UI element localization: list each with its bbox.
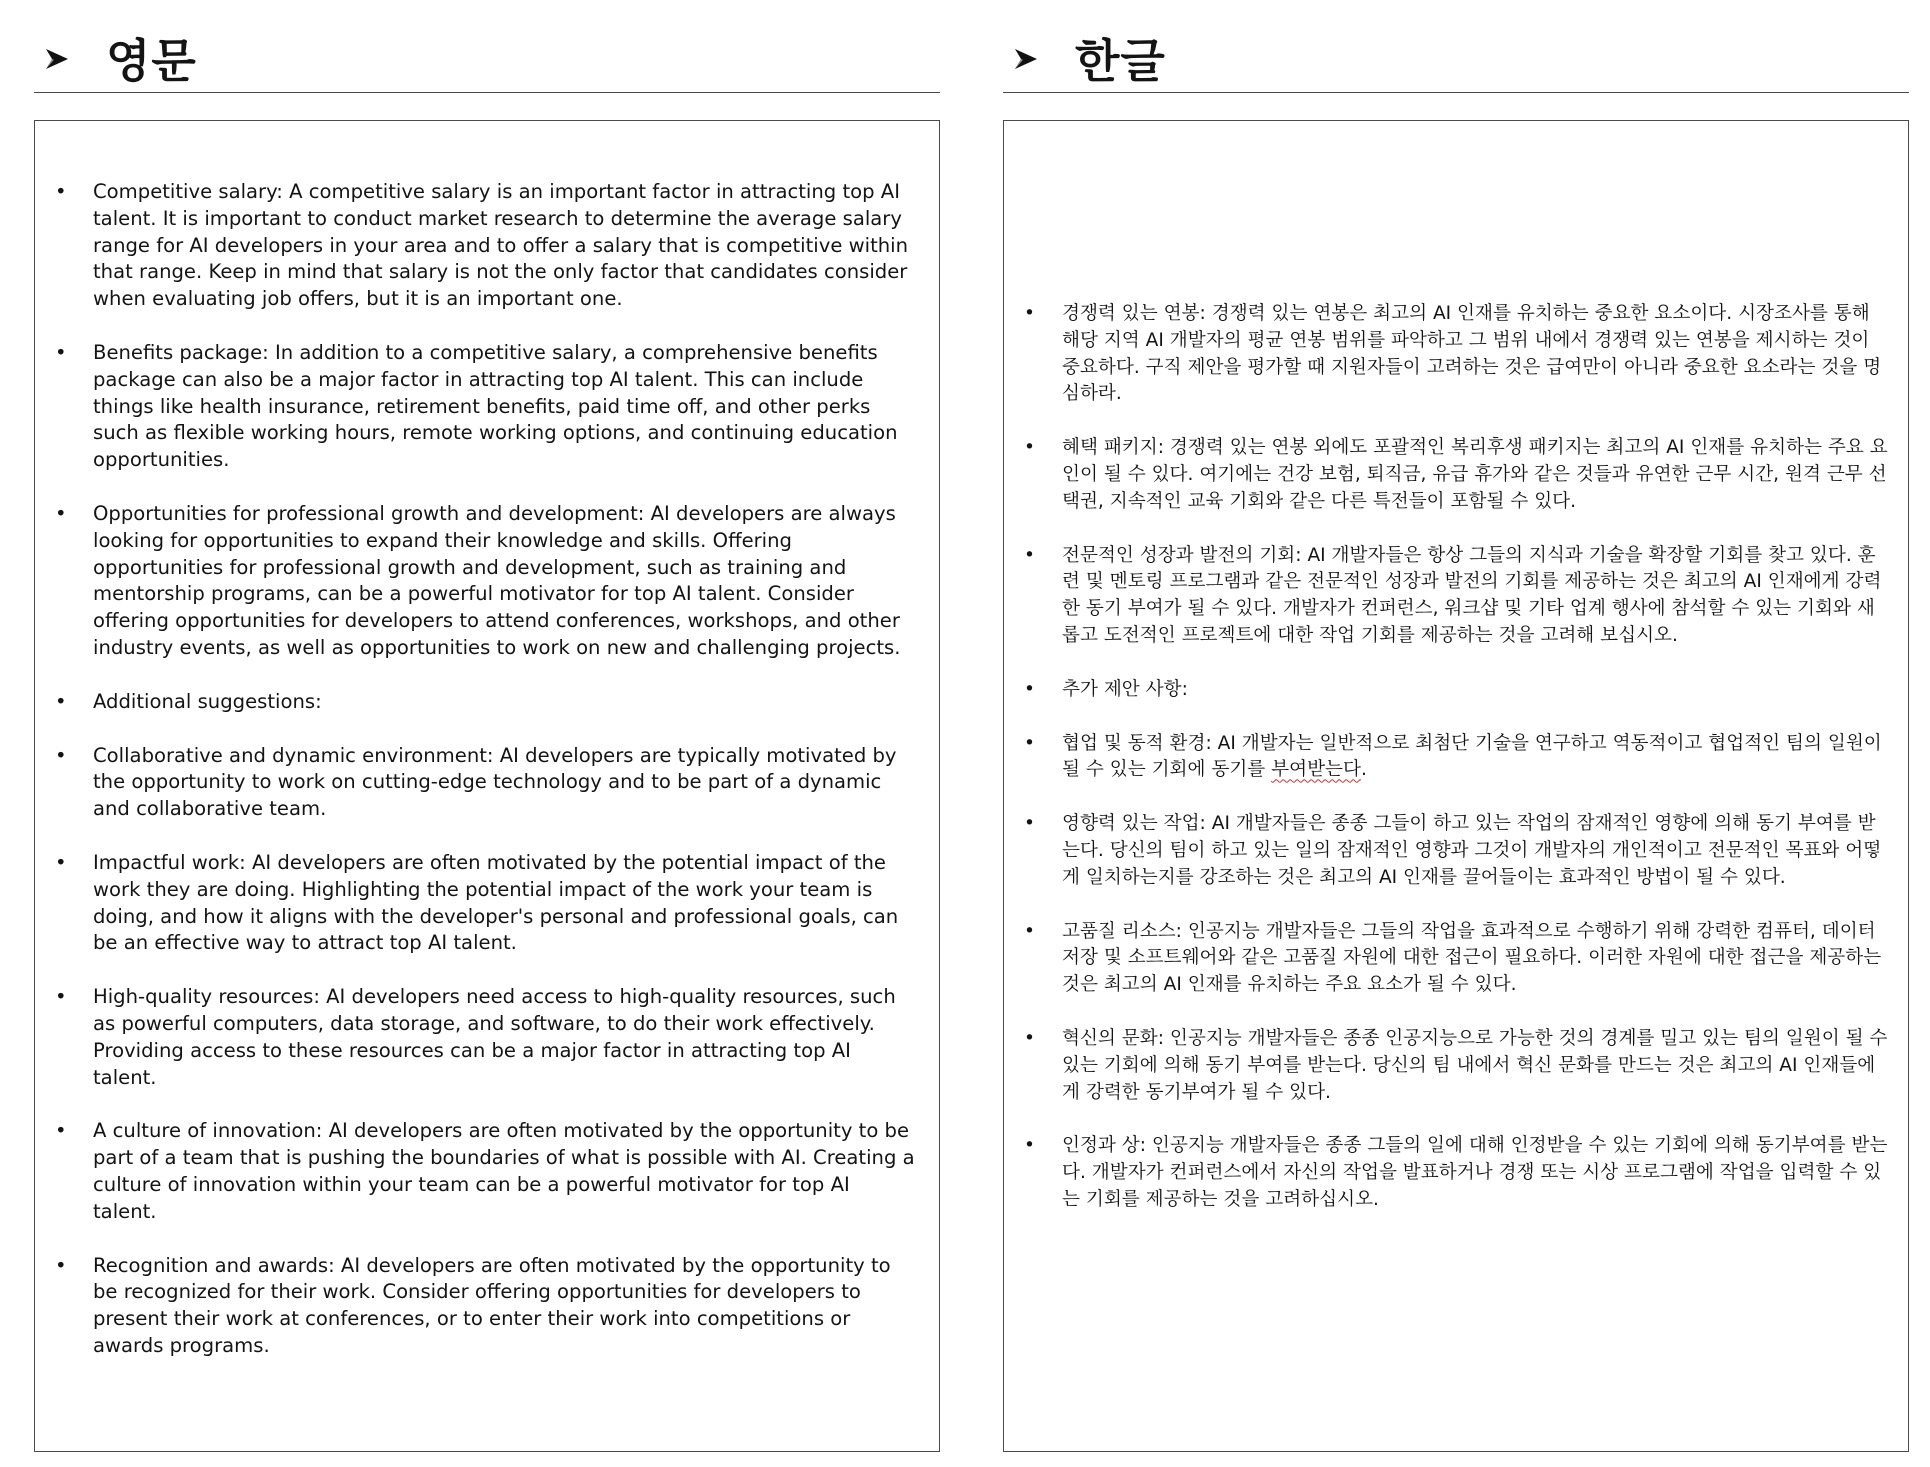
header-english <box>34 32 940 93</box>
bullet-marker: • <box>55 850 67 874</box>
bullet-marker: • <box>55 340 67 364</box>
bullet-marker: • <box>1024 544 1035 566</box>
list-item <box>55 1253 919 1360</box>
bullet-text: 영향력 있는 작업: AI 개발자들은 종종 그들이 하고 있는 작업의 잠재적인 영향에 의해 동기 부여를 받는다. 당신의 팀이 하고 있는 일의 잠재적인 영향과 그것이 개발자의 개인적이고 전문적인 목표와 어떻게 일치하는지를 강조하는 것은 최고의 AI 인재를 끌어들이는 효과적인 방법이 될 수 있다. <box>1062 813 1882 888</box>
list-item <box>55 340 919 474</box>
list-item <box>1024 435 1888 515</box>
english-bullet-list <box>55 179 919 1387</box>
list-item <box>1024 301 1888 408</box>
bullet-marker: • <box>1024 437 1035 459</box>
list-item <box>1024 731 1888 785</box>
bullet-marker: • <box>1024 303 1035 324</box>
bullet-text: Collaborative and dynamic environment: AI developers are typically motivated by the opportunity to work on cutting-edge technology and to be part of a dynamic and collaborative team. <box>93 743 897 821</box>
bullet-marker: • <box>1024 1027 1035 1049</box>
list-item <box>55 179 919 313</box>
bullet-text: 협업 및 동적 환경: AI 개발자는 일반적으로 최첨단 기술을 연구하고 역동적이고 협업적인 팀의 일원이 될 수 있는 기회에 동기를 부여받는다. <box>1062 732 1882 781</box>
bullet-text: 추가 제안 사항: <box>1062 678 1188 700</box>
arrow-bullet-icon <box>1013 46 1039 72</box>
list-item <box>1024 811 1888 891</box>
korean-bullet-list <box>1024 301 1888 1241</box>
bullet-marker: • <box>55 743 67 767</box>
header-korean <box>1003 32 1909 93</box>
korean-panel <box>1003 120 1909 1452</box>
header-title-korean: 한글 <box>1075 34 1166 88</box>
bullet-text: Opportunities for professional growth and development: AI developers are always looking for opportunities to expand their knowledge and skills. Offering opportunities for professional growth and development, such as training and mentorship programs, can be a powerful motivator for top AI talent. Consider offering opportunities for developers to attend conferences, workshops, and other industry events, as well as opportunities to work on new and challenging projects. <box>93 501 901 659</box>
bullet-marker: • <box>55 1119 67 1143</box>
bullet-text: 혁신의 문화: 인공지능 개발자들은 종종 인공지능으로 가능한 것의 경계를 밀고 있는 팀의 일원이 될 수 있는 기회에 의해 동기 부여를 받는다. 당신의 팀 내에서 혁신 문화를 만드는 것은 최고의 AI 인재들에게 강력한 동기부여가 될 수 있다. <box>1062 1027 1888 1103</box>
bullet-marker: • <box>1024 732 1035 754</box>
list-item <box>1024 677 1888 704</box>
bullet-marker: • <box>1024 678 1035 700</box>
bullet-text: 인정과 상: 인공지능 개발자들은 종종 그들의 일에 대해 인정받을 수 있는 기회에 의해 동기부여를 받는다. 개발자가 컨퍼런스에서 자신의 작업을 발표하거나 경쟁 또는 시상 프로그램에 작업을 입력할 수 있는 기회를 제공하는 것을 고려하십시오. <box>1062 1135 1888 1210</box>
bullet-text: High-quality resources: AI developers need access to high-quality resources, such as powerful computers, data storage, and software, to do their work effectively. Providing access to these resources can be a major factor in attracting top AI talent. <box>93 985 896 1089</box>
bullet-text: Benefits package: In addition to a competitive salary, a comprehensive benefits package can also be a major factor in attracting top AI talent. This can include things like health insurance, retirement benefits, paid time off, and other perks such as flexible working hours, remote working options, and continuing education opportunities. <box>93 340 898 472</box>
bullet-marker: • <box>55 180 67 203</box>
list-item <box>1024 543 1888 650</box>
bullet-marker: • <box>55 689 67 713</box>
spellcheck-underline: 부여받는다 <box>1271 759 1361 781</box>
bullet-text: Competitive salary: A competitive salary is an important factor in attracting top AI talent. It is important to conduct market research to determine the average salary range for AI developers in your area and to offer a salary that is competitive within that range. Keep in mind that salary is not the only factor that candidates consider when evaluating job offers, but it is an important one. <box>93 180 909 311</box>
bullet-marker: • <box>55 501 67 525</box>
list-item <box>55 1118 919 1225</box>
list-item <box>55 850 919 957</box>
bullet-text: 경쟁력 있는 연봉: 경쟁력 있는 연봉은 최고의 AI 인재를 유치하는 중요한 요소이다. 시장조사를 통해 해당 지역 AI 개발자의 평균 연봉 범위를 파악하고 그 범위 내에서 경쟁력 있는 연봉을 제시하는 것이 중요하다. 구직 제안을 평가할 때 지원자들이 고려하는 것은 급여만이 아니라 중요한 요소라는 것을 명심하라. <box>1062 303 1882 405</box>
english-panel <box>34 120 940 1452</box>
bullet-text: 전문적인 성장과 발전의 기회: AI 개발자들은 항상 그들의 지식과 기술을 확장할 기회를 찾고 있다. 훈련 및 멘토링 프로그램과 같은 전문적인 성장과 발전의 기회를 제공하는 것은 최고의 AI 인재에게 강력한 동기 부여가 될 수 있다. 개발자가 컨퍼런스, 워크샵 및 기타 업계 행사에 참석할 수 있는 기회와 새롭고 도전적인 프로젝트에 대한 작업 기회를 제공하는 것을 고려해 보십시오. <box>1062 544 1882 646</box>
list-item <box>1024 1133 1888 1213</box>
bullet-text: Recognition and awards: AI developers are often motivated by the opportunity to be recognized for their work. Consider offering opportunities for developers to present their work at conferences, or to enter their work into competitions or awards programs. <box>93 1253 891 1357</box>
bullet-text: 고품질 리소스: 인공지능 개발자들은 그들의 작업을 효과적으로 수행하기 위해 강력한 컴퓨터, 데이터 저장 및 소프트웨어와 같은 고품질 자원에 대한 접근이 필요하다. 이러한 자원에 대한 접근을 제공하는 것은 최고의 AI 인재를 유치하는 주요 요소가 될 수 있다. <box>1062 920 1882 996</box>
bullet-marker: • <box>55 985 67 1009</box>
bullet-marker: • <box>1024 813 1035 835</box>
bullet-text: A culture of innovation: AI developers are often motivated by the opportunity to be part of a team that is pushing the boundaries of what is possible with AI. Creating a culture of innovation within your team can be a powerful motivator for top AI talent. <box>93 1119 915 1223</box>
bullet-text: Additional suggestions: <box>93 689 322 713</box>
bullet-marker: • <box>1024 1135 1035 1157</box>
bullet-marker: • <box>55 1253 67 1277</box>
bullet-marker: • <box>1024 920 1035 942</box>
list-item <box>1024 919 1888 999</box>
bullet-text: 혜택 패키지: 경쟁력 있는 연봉 외에도 포괄적인 복리후생 패키지는 최고의 AI 인재를 유치하는 주요 요인이 될 수 있다. 여기에는 건강 보험, 퇴직금, 유급 휴가와 같은 것들과 유연한 근무 시간, 원격 근무 선택권, 지속적인 교육 기회와 같은 다른 특전들이 포함될 수 있다. <box>1062 437 1888 512</box>
list-item <box>55 984 919 1091</box>
arrow-bullet-icon <box>44 46 70 72</box>
bullet-text: Impactful work: AI developers are often motivated by the potential impact of the work they are doing. Highlighting the potential impact of the work your team is doing, and how it aligns with the developer's personal and professional goals, can be an effective way to attract top AI talent. <box>93 850 899 955</box>
list-item <box>55 689 919 716</box>
header-title-english: 영문 <box>106 34 197 88</box>
list-item <box>1024 1026 1888 1106</box>
list-item <box>55 743 919 823</box>
list-item <box>55 501 919 662</box>
